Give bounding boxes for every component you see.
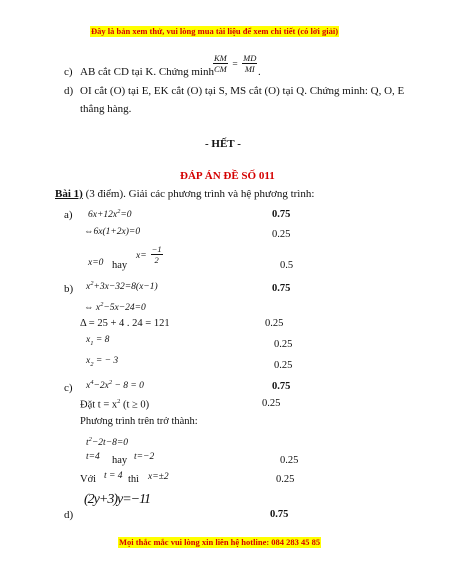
part-c-t1: t=4 — [86, 452, 100, 462]
part-b-delta: Δ = 25 + 4 . 24 = 121 — [80, 318, 170, 329]
item-c-label: c) — [64, 66, 73, 78]
hotline-banner: Mọi thắc mắc vui lòng xin liên hệ hotline: 084 283 45 85 — [119, 537, 321, 547]
part-c-eq2: $t^2-2t-8=0$ — [86, 436, 129, 449]
part-a-sol2: x= $\frac{-1}{2}$ — [136, 244, 162, 265]
item-c-text: AB cắt CD tại K. Chứng minh — [80, 66, 214, 78]
part-b-eq2: ⇔ $x^2-5x-24=0$ — [84, 301, 146, 314]
fraction-neg-half: $\frac{-1}{2}$ — [151, 244, 162, 265]
part-a-score3: 0.5 — [280, 260, 294, 271]
item-c-dot: . — [258, 66, 261, 78]
part-c-t4: t = 4 — [104, 471, 123, 481]
part-c-score2: 0.25 — [262, 398, 281, 409]
part-b-x1: $x_1 = 8$ — [86, 335, 110, 347]
part-c-t2: t=−2 — [134, 452, 155, 462]
part-b-x2: $x_2$ = − 3 — [86, 356, 119, 368]
part-a-score1: 0.75 — [272, 209, 291, 220]
part-c-then: thì — [128, 474, 140, 485]
item-d-text-line1: OI cắt (O) tại E, EK cắt (O) tại S, MS cắt (O) tại Q. Chứng minh: Q, O, E — [80, 85, 405, 97]
part-b-label: b) — [64, 283, 74, 295]
part-c-label: c) — [64, 382, 73, 394]
part-c-score4: 0.25 — [276, 474, 295, 485]
bai1-text: (3 điểm). Giải các phương trình và hệ phương trình: — [82, 188, 315, 200]
part-d-score1: 0.75 — [270, 509, 289, 520]
part-c-substitution: Đặt $t = x^2$ (t ≥ 0) — [80, 398, 150, 411]
bai1-heading — [55, 188, 314, 201]
part-d-label: d) — [64, 509, 74, 521]
part-a-score2: 0.25 — [272, 229, 291, 240]
part-c-with: Với — [80, 474, 97, 485]
fraction-md-mi: $\frac{MD}{MI}$ — [243, 53, 257, 74]
part-c-xpm: x=±2 — [148, 472, 169, 482]
fraction-km-cm: $\frac{KM}{CM}$ — [214, 53, 227, 74]
part-c-hay: hay — [112, 455, 128, 466]
part-b-score2: 0.25 — [265, 318, 284, 329]
preview-banner: Đây là bản xem thử, vui lòng mua tài liệu để xem chi tiết (có lời giải) — [91, 26, 339, 36]
part-c-score3: 0.25 — [280, 455, 299, 466]
part-b-score1: 0.75 — [272, 283, 291, 294]
ratio-equation: $\frac{KM}{CM}$ = $\frac{MD}{MI}$ — [214, 53, 257, 74]
bai1-label: Bài 1) — [55, 188, 83, 200]
item-d-text-line2: thẳng hàng. — [80, 103, 132, 115]
part-c-became: Phương trình trên trở thành: — [80, 416, 198, 427]
answer-title: ĐÁP ÁN ĐỀ SỐ 011 — [180, 170, 275, 182]
part-a-label: a) — [64, 209, 73, 221]
part-a-eq1: $6x+12x^2=0$ — [88, 208, 132, 221]
part-b-score4: 0.25 — [274, 360, 293, 371]
part-c-eq1: $x^4-2x^2 - 8 = 0$ — [86, 379, 144, 392]
part-b-score3: 0.25 — [274, 339, 293, 350]
part-a-hay: hay — [112, 260, 128, 271]
item-d-label: d) — [64, 85, 74, 97]
part-a-sol1: x=0 — [88, 258, 104, 268]
part-b-eq1: $x^2+3x-32=8(x-1)$ — [86, 280, 158, 293]
part-a-eq2: ⇔6x(1+2x)=0 — [84, 227, 141, 237]
part-c-score1: 0.75 — [272, 381, 291, 392]
part-d-eq: (2y+3)y=−11 — [84, 492, 151, 507]
end-mark: - HẾT - — [205, 138, 241, 150]
